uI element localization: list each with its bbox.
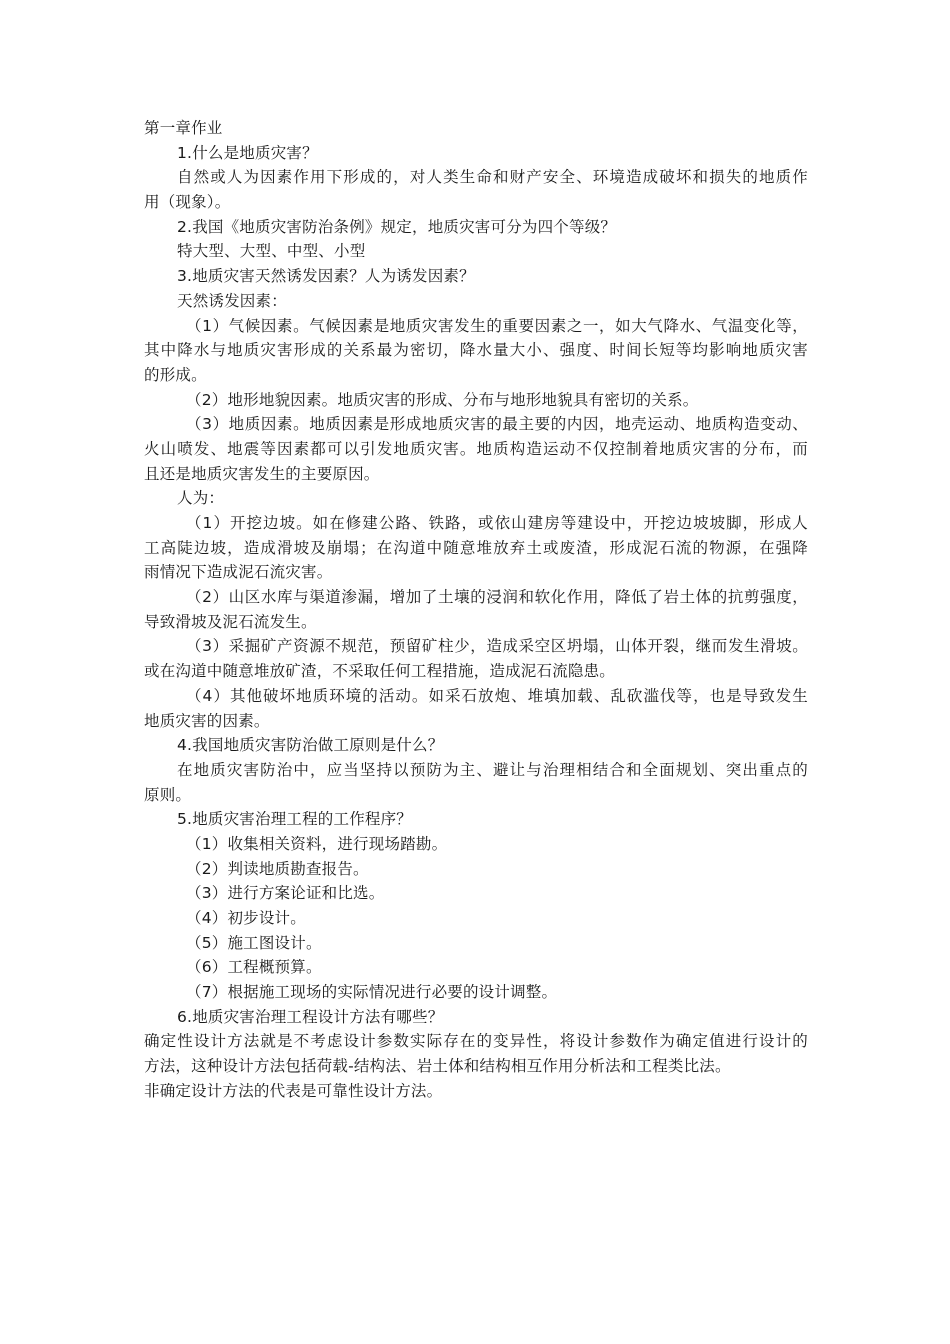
human-factors-heading: 人为： — [177, 489, 225, 508]
question-3: 3.地质灾害天然诱发因素？人为诱发因素？ — [177, 267, 475, 286]
natural-factor-3-line-3: 且还是地质灾害发生的主要原因。 — [144, 464, 380, 483]
human-factor-4-line-2: 地质灾害的因素。 — [144, 711, 270, 730]
chapter-title: 第一章作业 — [144, 119, 223, 137]
answer-6-line-3: 非确定设计方法的代表是可靠性设计方法。 — [144, 1081, 443, 1100]
human-factor-1-line-3: 雨情况下造成泥石流灾害。 — [144, 563, 333, 582]
question-4: 4.我国地质灾害防治做工原则是什么？ — [177, 736, 444, 755]
question-1: 1.什么是地质灾害？ — [177, 143, 318, 162]
natural-factors-heading: 天然诱发因素： — [177, 291, 287, 310]
human-factor-2-line-1: （2）山区水库与渠道渗漏，增加了土壤的浸润和软化作用，降低了岩土体的抗剪强度， — [186, 588, 808, 607]
step-3: （3）进行方案论证和比选。 — [186, 884, 385, 903]
question-2: 2.我国《地质灾害防治条例》规定，地质灾害可分为四个等级？ — [177, 217, 617, 236]
human-factor-1-line-2: 工高陡边坡，造成滑坡及崩塌；在沟道中随意堆放弃土或废渣，形成泥石流的物源，在强降 — [144, 538, 808, 557]
natural-factor-2-line-1: （2）地形地貌因素。地质灾害的形成、分布与地形地貌具有密切的关系。 — [186, 390, 699, 409]
answer-1-line-2: 用（现象）。 — [144, 193, 231, 212]
natural-factor-1-line-1: （1）气候因素。气候因素是地质灾害发生的重要因素之一，如大气降水、气温变化等， — [186, 316, 808, 335]
question-5: 5.地质灾害治理工程的工作程序？ — [177, 810, 412, 829]
question-6: 6.地质灾害治理工程设计方法有哪些？ — [177, 1007, 444, 1026]
human-factor-1-line-1: （1）开挖边坡。如在修建公路、铁路，或依山建房等建设中，开挖边坡坡脚，形成人 — [186, 514, 808, 532]
human-factor-3-line-2: 或在沟道中随意堆放矿渣，不采取任何工程措施，造成泥石流隐患。 — [144, 662, 616, 681]
answer-4-line-1: 在地质灾害防治中，应当坚持以预防为主、避让与治理相结合和全面规划、突出重点的 — [177, 760, 808, 779]
natural-factor-1-line-3: 的形成。 — [144, 365, 207, 384]
human-factor-2-line-2: 导致滑坡及泥石流发生。 — [144, 612, 317, 631]
step-2: （2）判读地质勘查报告。 — [186, 859, 369, 878]
answer-6-line-2: 方法，这种设计方法包括荷载-结构法、岩土体和结构相互作用分析法和工程类比法。 — [144, 1057, 731, 1076]
step-5: （5）施工图设计。 — [186, 933, 322, 952]
natural-factor-3-line-1: （3）地质因素。地质因素是形成地质灾害的最主要的内因，地壳运动、地质构造变动、 — [186, 415, 808, 434]
answer-4-line-2: 原则。 — [144, 785, 192, 804]
answer-1-line-1: 自然或人为因素作用下形成的，对人类生命和财产安全、环境造成破坏和损失的地质作 — [177, 168, 808, 187]
answer-6-line-1: 确定性设计方法就是不考虑设计参数实际存在的变异性，将设计参数作为确定值进行设计的 — [144, 1032, 808, 1051]
document-page — [144, 116, 808, 1104]
natural-factor-3-line-2: 火山喷发、地震等因素都可以引发地质灾害。地质构造运动不仅控制着地质灾害的分布，而 — [144, 439, 808, 458]
human-factor-4-line-1: （4）其他破坏地质环境的活动。如采石放炮、堆填加载、乱砍滥伐等，也是导致发生 — [186, 686, 808, 705]
human-factor-3-line-1: （3）采掘矿产资源不规范，预留矿柱少，造成采空区坍塌，山体开裂，继而发生滑坡。 — [186, 637, 808, 656]
step-6: （6）工程概预算。 — [186, 958, 322, 977]
step-4: （4）初步设计。 — [186, 909, 306, 927]
step-7: （7）根据施工现场的实际情况进行必要的设计调整。 — [186, 983, 558, 1002]
natural-factor-1-line-2: 其中降水与地质灾害形成的关系最为密切，降水量大小、强度、时间长短等均影响地质灾害 — [144, 341, 808, 360]
step-1: （1）收集相关资料，进行现场踏勘。 — [186, 834, 448, 853]
answer-2: 特大型、大型、中型、小型 — [177, 242, 366, 261]
